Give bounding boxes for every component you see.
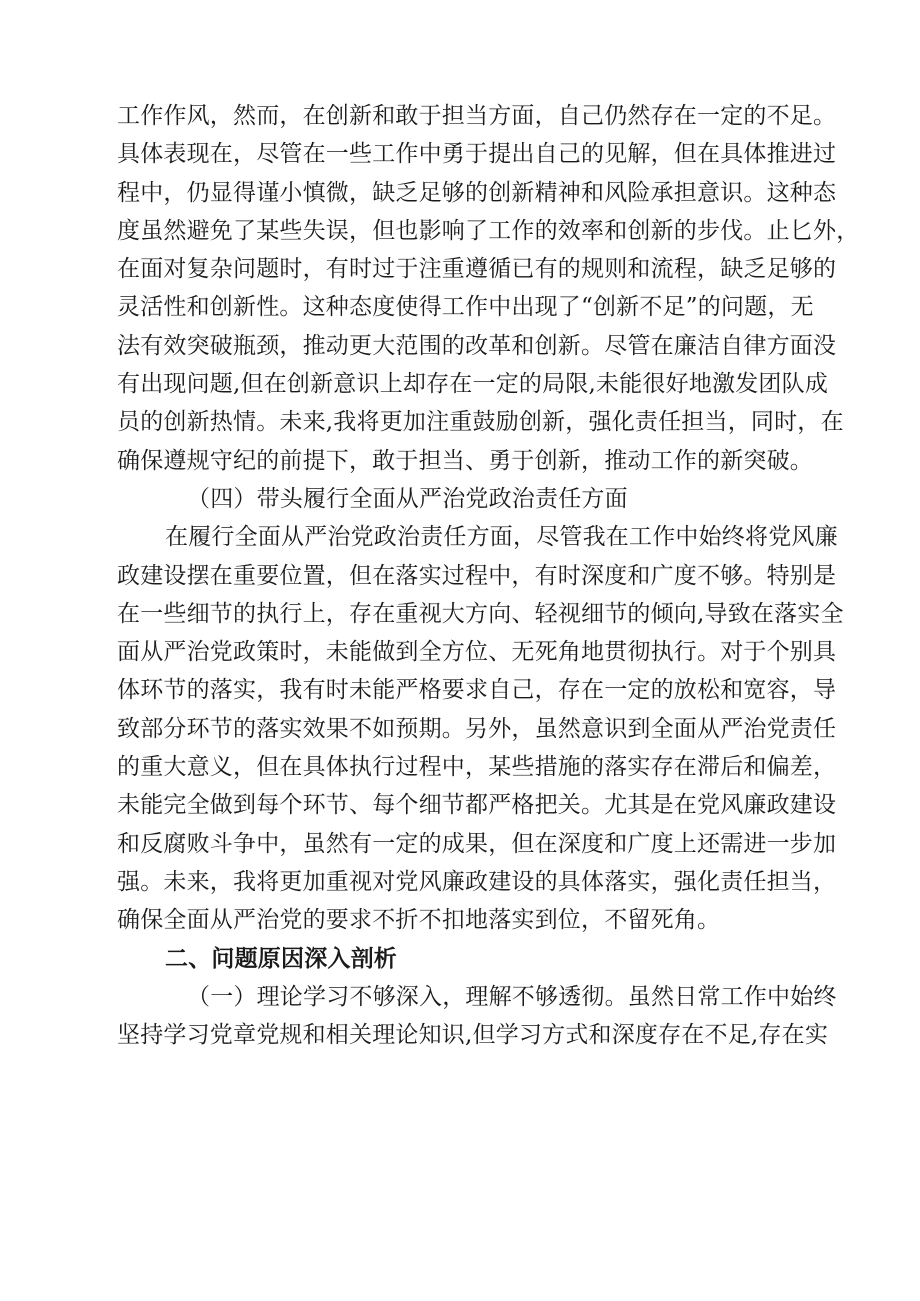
body-line: 和反腐败斗争中，虽然有一定的成果，但在深度和广度上还需进一步加 [117, 830, 837, 857]
body-line: 在一些细节的执行上，存在重视大方向、轻视细节的倾向,导致在落实全 [117, 600, 844, 627]
body-line: 程中，仍显得谨小慎微，缺乏足够的创新精神和风险承担意识。这种态 [117, 179, 837, 206]
section-subheading: （四）带头履行全面从严治党政治责任方面 [187, 485, 628, 512]
body-line: 未能完全做到每个环节、每个细节都严格把关。尤其是在党风廉政建设 [117, 792, 837, 819]
section-heading: 二、问题原因深入剖析 [165, 945, 397, 972]
paragraph-first-line: 在履行全面从严治党政治责任方面，尽管我在工作中始终将党风廉 [165, 524, 838, 551]
body-line: 具体表现在，尽管在一些工作中勇于提出自己的见解，但在具体推进过 [117, 141, 837, 168]
paragraph-first-line: （一）理论学习不够深入，理解不够透彻。虽然日常工作中始终 [187, 983, 837, 1010]
body-line: 工作作风，然而，在创新和敢于担当方面，自己仍然存在一定的不足。 [117, 103, 837, 129]
body-line: 法有效突破瓶颈，推动更大范围的改革和创新。尽管在廉洁自律方面没 [117, 332, 837, 359]
body-line: 政建设摆在重要位置，但在落实过程中，有时深度和广度不够。特别是 [117, 562, 837, 589]
document-body [117, 97, 860, 1054]
body-line: 度虽然避免了某些失误，但也影响了工作的效率和创新的步伐。止匕外， [117, 217, 860, 244]
body-line: 有出现问题,但在创新意识上却存在一定的局限,未能很好地激发团队成 [117, 371, 829, 398]
body-line: 体环节的落实，我有时未能严格要求自己，存在一定的放松和宽容，导 [117, 677, 837, 704]
body-line: 确保全面从严治党的要求不折不扣地落实到位，不留死角。 [117, 907, 721, 934]
body-line: 在面对复杂问题时，有时过于注重遵循已有的规则和流程，缺乏足够的 [117, 256, 837, 283]
body-line: 面从严治党政策时，未能做到全方位、无死角地贯彻执行。对于个别具 [117, 639, 837, 666]
body-line: 致部分环节的落实效果不如预期。另外，虽然意识到全面从严治党责任 [117, 715, 837, 742]
body-line: 强。未来，我将更加重视对党风廉政建设的具体落实，强化责任担当， [117, 868, 837, 895]
body-line: 灵活性和创新性。这种态度使得工作中出现了“创新不足”的问题，无 [117, 294, 814, 321]
body-line: 员的创新热情。未来,我将更加注重鼓励创新，强化责任担当，同时，在 [117, 409, 844, 436]
body-line: 确保遵规守纪的前提下，敢于担当、勇于创新，推动工作的新突破。 [117, 447, 813, 474]
body-line: 的重大意义，但在具体执行过程中，某些措施的落实存在滞后和偏差， [117, 754, 837, 781]
body-line: 坚持学习党章党规和相关理论知识,但学习方式和深度存在不足,存在实 [117, 1022, 829, 1049]
